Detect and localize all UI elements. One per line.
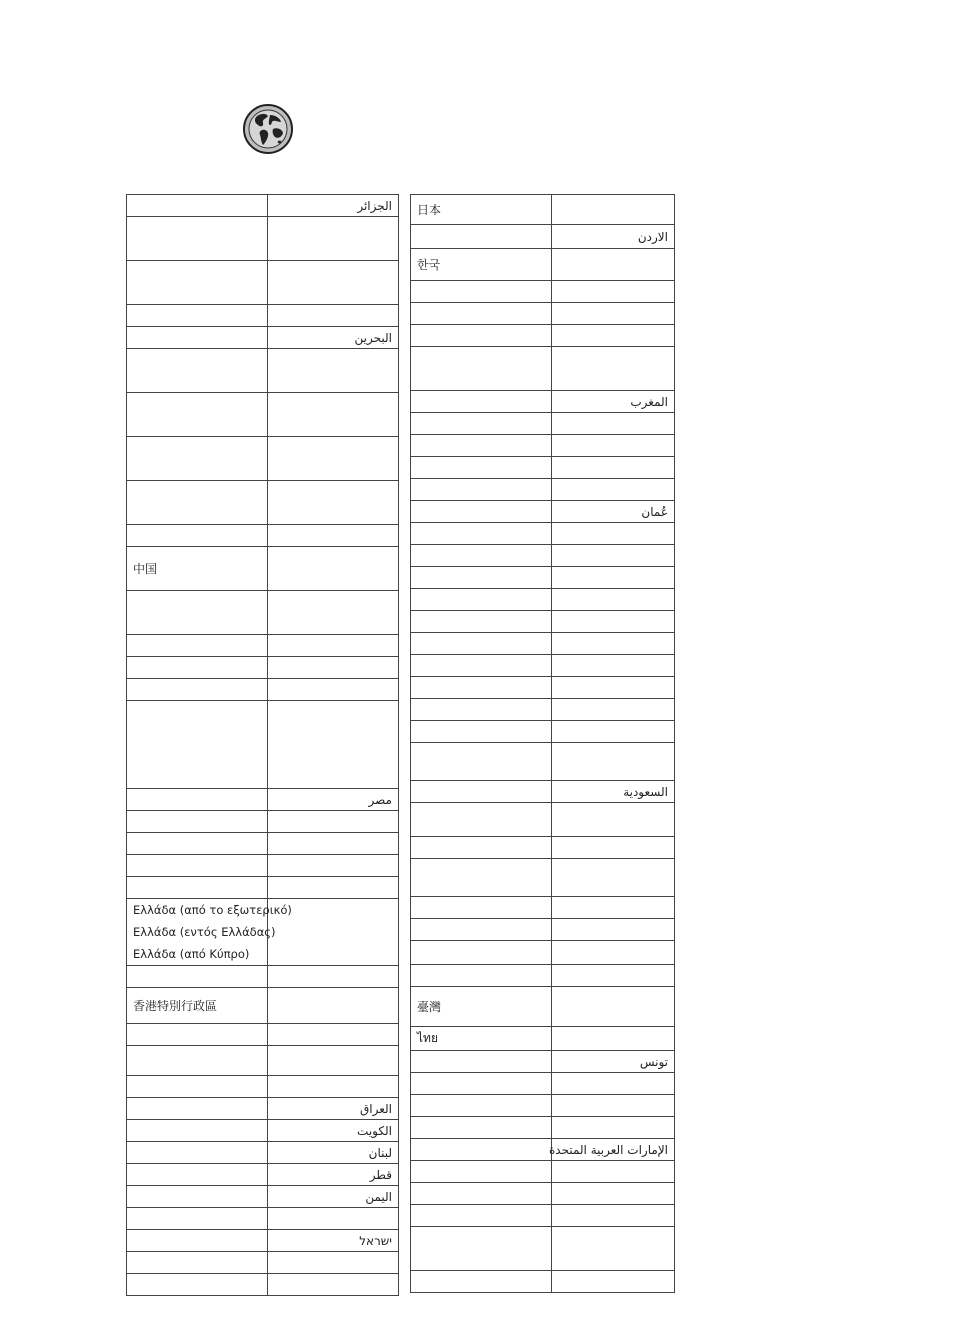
country-name-cell: [411, 781, 552, 803]
table-row: [127, 217, 399, 261]
country-name-cell: 한국: [411, 249, 552, 281]
local-name-cell: السعودية: [552, 781, 675, 803]
country-name-cell: [411, 325, 552, 347]
table-row: [127, 591, 399, 635]
table-row: [127, 1120, 399, 1142]
local-name-cell: [552, 347, 675, 391]
local-name-cell: [268, 657, 399, 679]
country-name-cell: [411, 1271, 552, 1293]
local-name-cell: البحرين: [268, 327, 399, 349]
local-name-cell: [552, 1073, 675, 1095]
local-name-cell: [552, 1183, 675, 1205]
country-name-cell: [411, 919, 552, 941]
country-name-cell: [127, 1098, 268, 1120]
country-name-cell: [411, 435, 552, 457]
country-name-cell: ไทย: [411, 1027, 552, 1051]
local-name-cell: [552, 611, 675, 633]
country-name-cell: [411, 1117, 552, 1139]
table-row: [127, 1164, 399, 1186]
table-row: [127, 811, 399, 833]
local-name-cell: [552, 479, 675, 501]
country-name-cell: [127, 1046, 268, 1076]
country-name-cell: [127, 635, 268, 657]
table-row: [411, 225, 675, 249]
country-name-cell: [127, 811, 268, 833]
country-name-cell: [411, 303, 552, 325]
country-name-cell: [411, 743, 552, 781]
table-row: [127, 899, 399, 966]
table-row: [127, 1208, 399, 1230]
country-name-cell: 香港特別行政區: [127, 988, 268, 1024]
local-name-cell: [268, 349, 399, 393]
country-name-cell: [127, 1024, 268, 1046]
country-name-cell: [127, 1252, 268, 1274]
table-row: [411, 413, 675, 435]
local-name-cell: [268, 833, 399, 855]
local-name-cell: [552, 721, 675, 743]
local-name-cell: العراق: [268, 1098, 399, 1120]
local-name-cell: الكويت: [268, 1120, 399, 1142]
table-row: [411, 677, 675, 699]
table-row: [411, 391, 675, 413]
country-name-cell: [127, 305, 268, 327]
table-row: [127, 657, 399, 679]
country-name-cell: [411, 965, 552, 987]
table-row: [411, 1139, 675, 1161]
local-name-cell: [268, 393, 399, 437]
local-name-cell: [552, 523, 675, 545]
country-name-cell: [127, 701, 268, 789]
country-name-cell: [411, 567, 552, 589]
country-name-cell: [127, 1164, 268, 1186]
country-name-cell: [127, 1274, 268, 1296]
table-row: [411, 589, 675, 611]
country-name-cell: [411, 941, 552, 965]
country-name-cell: [411, 859, 552, 897]
country-name-cell: [411, 225, 552, 249]
country-name-cell: [411, 1139, 552, 1161]
table-row: [411, 803, 675, 837]
table-row: [127, 1274, 399, 1296]
local-name-cell: [268, 591, 399, 635]
country-name-cell: [127, 1230, 268, 1252]
local-name-cell: مصر: [268, 789, 399, 811]
local-name-cell: [552, 457, 675, 479]
country-name-cell: [127, 327, 268, 349]
left-country-table: [126, 194, 399, 1296]
table-row: [411, 611, 675, 633]
country-name-cell: [411, 721, 552, 743]
local-name-cell: [552, 413, 675, 435]
local-name-cell: [552, 1205, 675, 1227]
table-row: [127, 701, 399, 789]
country-name-cell: [411, 677, 552, 699]
country-name-cell: [127, 1186, 268, 1208]
table-row: [411, 965, 675, 987]
table-row: [127, 525, 399, 547]
local-name-cell: [268, 481, 399, 525]
country-name-cell: [411, 1227, 552, 1271]
local-name-cell: [552, 897, 675, 919]
table-row: [411, 545, 675, 567]
table-row: [127, 1098, 399, 1120]
table-row: [411, 781, 675, 803]
table-row: [411, 1095, 675, 1117]
local-name-cell: [552, 325, 675, 347]
table-row: [127, 437, 399, 481]
table-row: [411, 281, 675, 303]
local-name-cell: [552, 1095, 675, 1117]
local-name-cell: [552, 435, 675, 457]
country-name-cell: [127, 591, 268, 635]
country-name-cell: [411, 457, 552, 479]
country-name-cell: [127, 1208, 268, 1230]
country-name-cell: [411, 633, 552, 655]
local-name-cell: تونس: [552, 1051, 675, 1073]
local-name-cell: [552, 1161, 675, 1183]
local-name-cell: [552, 837, 675, 859]
country-name-cell: [411, 1183, 552, 1205]
table-row: [127, 481, 399, 525]
table-row: [411, 1161, 675, 1183]
table-row: [127, 261, 399, 305]
country-name-cell: [411, 479, 552, 501]
local-name-cell: [268, 1076, 399, 1098]
country-name-cell: [411, 413, 552, 435]
table-row: [127, 679, 399, 701]
table-row: [411, 1051, 675, 1073]
local-name-cell: [268, 437, 399, 481]
local-name-cell: [268, 855, 399, 877]
local-name-cell: [268, 217, 399, 261]
country-name-cell: [411, 391, 552, 413]
country-name-cell: [127, 1142, 268, 1164]
country-name-cell: [411, 1205, 552, 1227]
country-name-cell: [127, 877, 268, 899]
local-name-cell: [268, 877, 399, 899]
local-name-cell: [552, 281, 675, 303]
country-name-cell: [411, 699, 552, 721]
table-row: [411, 1073, 675, 1095]
local-name-cell: الجزائر: [268, 195, 399, 217]
local-name-cell: [268, 701, 399, 789]
country-name-cell: 日本: [411, 195, 552, 225]
table-row: [411, 523, 675, 545]
local-name-cell: قطر: [268, 1164, 399, 1186]
table-row: [411, 987, 675, 1027]
table-row: [127, 877, 399, 899]
local-name-cell: [552, 1271, 675, 1293]
local-name-cell: [552, 249, 675, 281]
table-row: [127, 1076, 399, 1098]
table-row: [411, 501, 675, 523]
local-name-cell: [552, 1117, 675, 1139]
table-row: [127, 195, 399, 217]
local-name-cell: [268, 635, 399, 657]
local-name-cell: لبنان: [268, 1142, 399, 1164]
local-name-cell: [552, 677, 675, 699]
country-name-cell: [127, 195, 268, 217]
country-name-line: Ελλάδα (εντός Ελλάδας): [133, 925, 276, 939]
local-name-cell: [552, 803, 675, 837]
local-name-cell: [552, 743, 675, 781]
local-name-cell: [552, 699, 675, 721]
country-name-cell: [127, 966, 268, 988]
country-name-cell: [127, 261, 268, 305]
table-row: [411, 655, 675, 677]
local-name-cell: اليمن: [268, 1186, 399, 1208]
table-row: [127, 1252, 399, 1274]
local-name-cell: [268, 988, 399, 1024]
country-name-cell: [411, 611, 552, 633]
table-row: [411, 941, 675, 965]
table-row: [127, 635, 399, 657]
table-row: [411, 859, 675, 897]
table-row: [127, 305, 399, 327]
local-name-cell: [552, 1027, 675, 1051]
local-name-cell: [552, 195, 675, 225]
country-name-cell: [127, 1076, 268, 1098]
country-name-cell: [127, 899, 292, 966]
table-row: [411, 435, 675, 457]
table-row: [411, 897, 675, 919]
country-name-cell: 中国: [127, 547, 268, 591]
local-name-cell: [552, 545, 675, 567]
country-name-line: Ελλάδα (από το εξωτερικό): [133, 903, 292, 917]
right-country-table: [410, 194, 675, 1293]
local-name-cell: [552, 633, 675, 655]
local-name-cell: [552, 1227, 675, 1271]
country-name-cell: [127, 855, 268, 877]
table-row: [411, 479, 675, 501]
local-name-cell: [268, 966, 399, 988]
country-name-cell: 臺灣: [411, 987, 552, 1027]
local-name-cell: عُمان: [552, 501, 675, 523]
country-name-cell: [127, 349, 268, 393]
table-row: [127, 349, 399, 393]
local-name-cell: المغرب: [552, 391, 675, 413]
local-name-cell: الاردن: [552, 225, 675, 249]
local-name-cell: [268, 1252, 399, 1274]
table-row: [127, 966, 399, 988]
country-name-cell: [411, 523, 552, 545]
table-row: [127, 1230, 399, 1252]
country-name-cell: [411, 1095, 552, 1117]
table-row: [127, 547, 399, 591]
country-name-cell: [411, 1051, 552, 1073]
local-name-cell: [268, 811, 399, 833]
local-name-cell: [268, 1046, 399, 1076]
local-name-cell: الإمارات العربية المتحدة: [552, 1139, 675, 1161]
country-name-cell: [127, 217, 268, 261]
table-row: [127, 1142, 399, 1164]
local-name-cell: [268, 1274, 399, 1296]
country-name-cell: [127, 789, 268, 811]
local-name-cell: [552, 303, 675, 325]
local-name-cell: [552, 987, 675, 1027]
country-name-cell: [127, 657, 268, 679]
table-row: [411, 325, 675, 347]
country-name-cell: [411, 837, 552, 859]
table-row: [127, 1186, 399, 1208]
globe-icon: [242, 103, 294, 155]
table-row: [411, 567, 675, 589]
local-name-cell: ישראל: [268, 1230, 399, 1252]
table-row: [411, 633, 675, 655]
table-row: [411, 195, 675, 225]
country-name-cell: [411, 897, 552, 919]
country-name-cell: [411, 545, 552, 567]
country-name-cell: [411, 803, 552, 837]
country-name-cell: [127, 481, 268, 525]
table-row: [411, 303, 675, 325]
local-name-cell: [268, 525, 399, 547]
table-row: [411, 699, 675, 721]
country-name-cell: [411, 589, 552, 611]
table-row: [127, 327, 399, 349]
table-row: [127, 1046, 399, 1076]
table-row: [411, 721, 675, 743]
local-name-cell: [268, 547, 399, 591]
local-name-cell: [552, 965, 675, 987]
table-row: [411, 1205, 675, 1227]
local-name-cell: [268, 261, 399, 305]
table-row: [411, 1271, 675, 1293]
table-row: [127, 833, 399, 855]
table-row: [411, 347, 675, 391]
table-row: [411, 1027, 675, 1051]
table-row: [411, 1117, 675, 1139]
table-row: [411, 1227, 675, 1271]
table-row: [127, 393, 399, 437]
country-name-cell: [127, 679, 268, 701]
local-name-cell: [268, 1024, 399, 1046]
country-name-cell: [411, 655, 552, 677]
country-name-cell: [127, 1120, 268, 1142]
local-name-cell: [268, 679, 399, 701]
table-row: [127, 789, 399, 811]
country-name-cell: [127, 393, 268, 437]
table-row: [127, 1024, 399, 1046]
table-row: [411, 1183, 675, 1205]
country-name-cell: [127, 833, 268, 855]
country-name-cell: [411, 1161, 552, 1183]
local-name-cell: [268, 1208, 399, 1230]
table-row: [411, 457, 675, 479]
country-name-cell: [411, 347, 552, 391]
table-row: [127, 988, 399, 1024]
table-row: [411, 919, 675, 941]
table-row: [411, 743, 675, 781]
table-row: [411, 837, 675, 859]
country-name-cell: [411, 281, 552, 303]
local-name-cell: [552, 859, 675, 897]
country-name-line: Ελλάδα (από Κύπρο): [133, 947, 250, 961]
country-name-cell: [127, 437, 268, 481]
country-name-cell: [411, 1073, 552, 1095]
table-row: [127, 855, 399, 877]
table-row: [411, 249, 675, 281]
local-name-cell: [552, 655, 675, 677]
country-name-cell: [127, 525, 268, 547]
local-name-cell: [552, 567, 675, 589]
local-name-cell: [552, 941, 675, 965]
local-name-cell: [552, 919, 675, 941]
country-name-cell: [411, 501, 552, 523]
local-name-cell: [552, 589, 675, 611]
local-name-cell: [268, 305, 399, 327]
